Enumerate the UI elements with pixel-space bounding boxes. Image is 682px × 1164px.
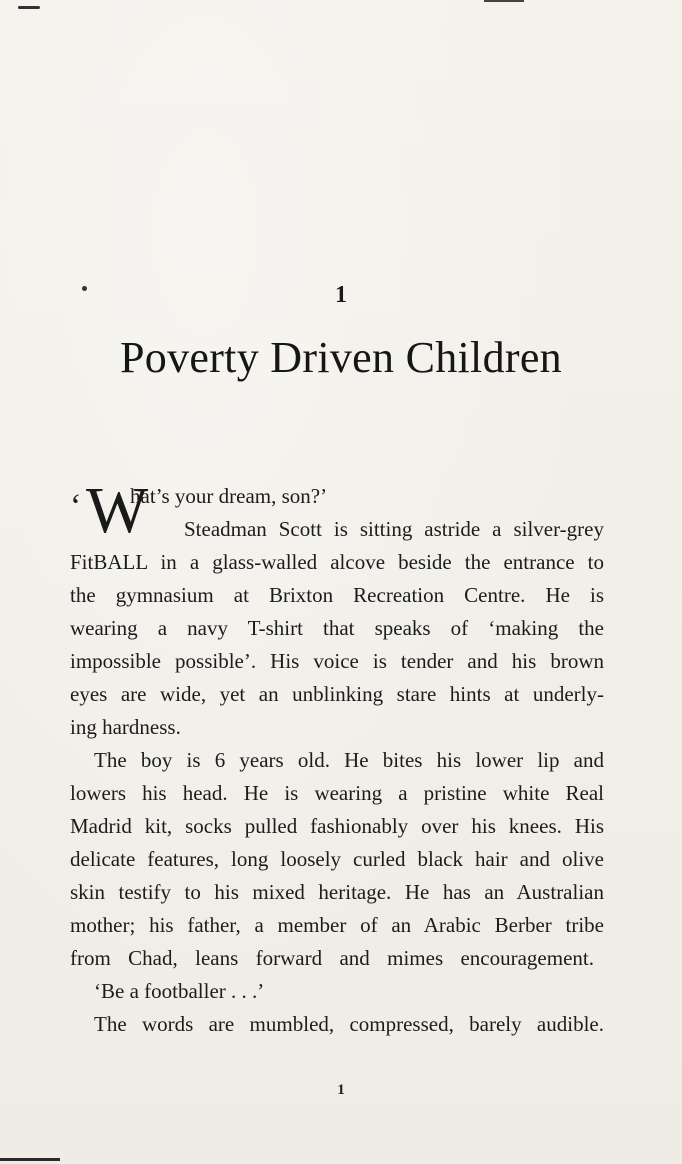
chapter-title: Poverty Driven Children — [120, 333, 562, 382]
paragraph2-line: lowers his head. He is wearing a pristine white Real — [70, 781, 604, 805]
opening-line-2: Steadman Scott is sitting astride a silver-grey — [184, 517, 604, 541]
paragraph2-line: The boy is 6 years old. He bites his lower lip and — [94, 748, 604, 772]
scan-mark-bottom — [0, 1158, 60, 1161]
opening-line-1: hat’s your dream, son?’ — [130, 484, 328, 508]
paragraph3-line: ‘Be a footballer . . .’ — [94, 979, 265, 1003]
opening-quote-mark: ‘ — [70, 488, 82, 525]
paragraph2-line: from Chad, leans forward and mimes encouragement. — [70, 946, 594, 970]
paragraph1-line: eyes are wide, yet an unblinking stare hints at underly- — [70, 682, 604, 706]
paragraph1-line: ing hardness. — [70, 715, 181, 739]
paragraph1-line: the gymnasium at Brixton Recreation Centre. He is — [70, 583, 604, 607]
page-number: 1 — [337, 1082, 345, 1098]
paragraph2-line: mother; his father, a member of an Arabic Berber tribe — [70, 913, 604, 937]
paragraph1-line: FitBALL in a glass-walled alcove beside the entrance to — [70, 550, 604, 574]
paragraph2-line: Madrid kit, socks pulled fashionably over his knees. His — [70, 814, 604, 838]
paragraph2-line: skin testify to his mixed heritage. He has an Australian — [70, 880, 604, 904]
chapter-number: 1 — [335, 282, 347, 308]
paragraph4-line: The words are mumbled, compressed, barely audible. — [94, 1012, 604, 1036]
drop-cap-letter: W — [86, 474, 149, 547]
scan-mark-top-left — [18, 6, 40, 9]
paragraph1-line: impossible possible’. His voice is tender and his brown — [70, 649, 604, 673]
paragraph1-line: wearing a navy T-shirt that speaks of ‘making the — [70, 616, 604, 640]
scan-mark-top-right — [484, 0, 524, 2]
paragraph2-line: delicate features, long loosely curled black hair and olive — [70, 847, 604, 871]
